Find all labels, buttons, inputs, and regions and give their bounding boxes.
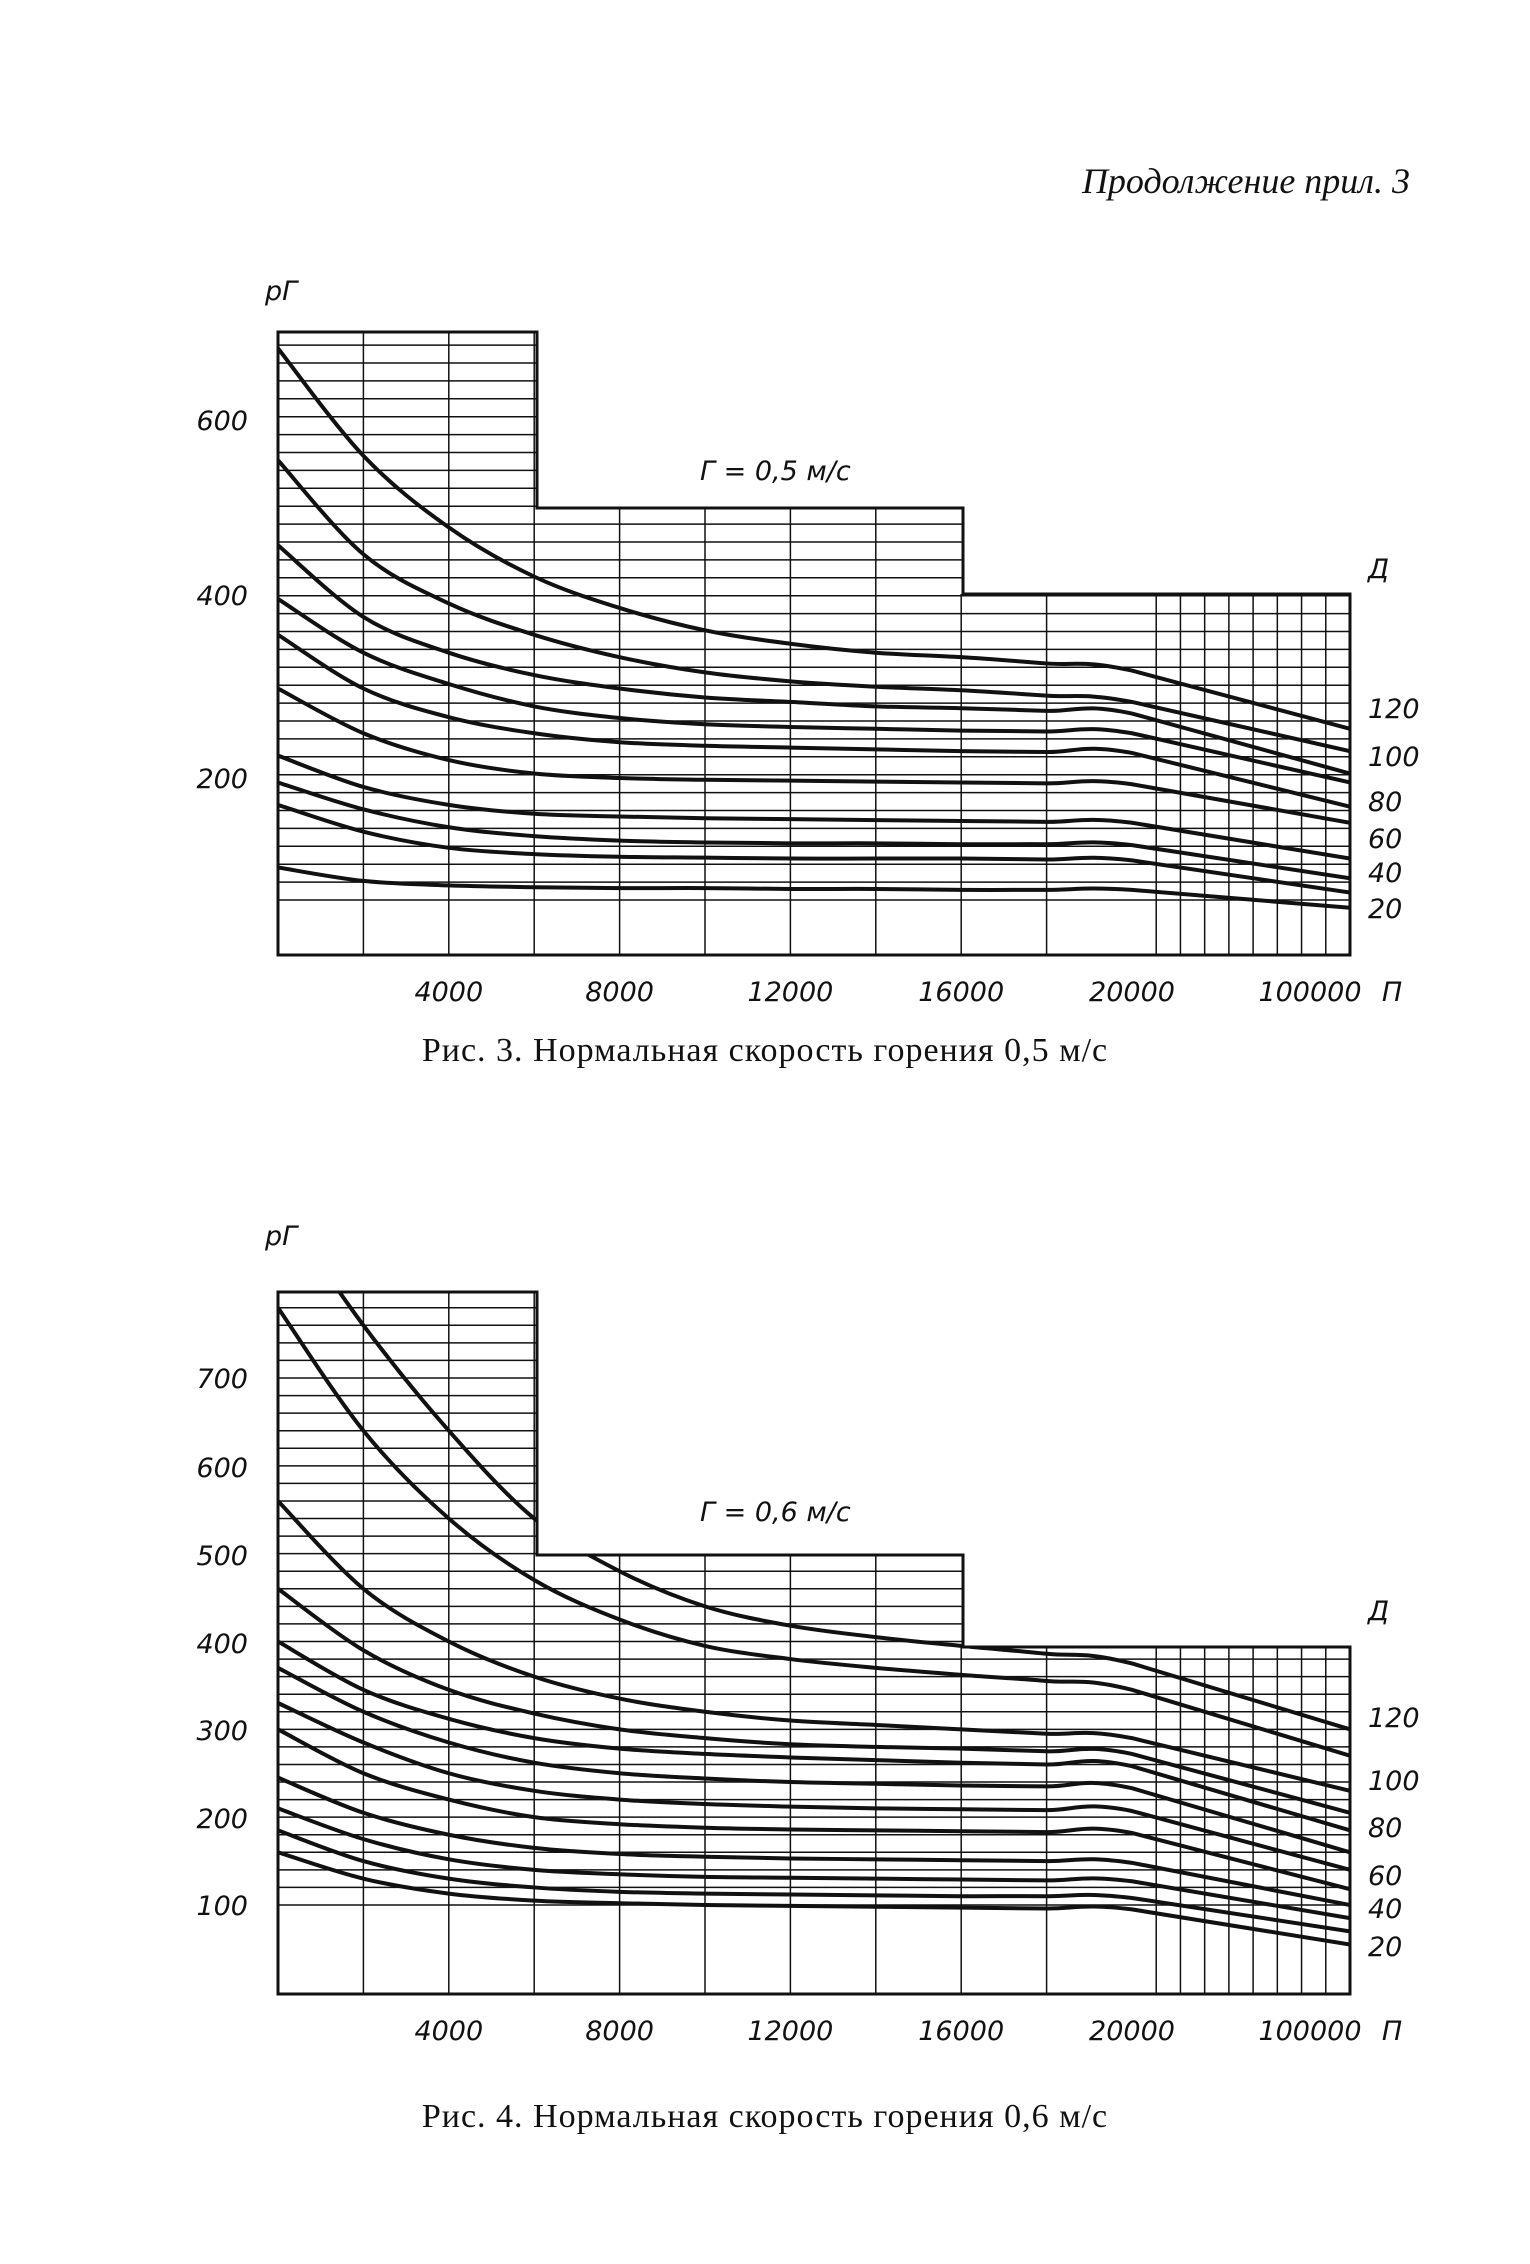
page-header: Продолжение прил. 3 bbox=[1081, 161, 1410, 201]
chart-frame bbox=[278, 1292, 1350, 1994]
series-line bbox=[278, 1642, 1350, 1831]
figure-caption-3: Рис. 3. Нормальная скорость горения 0,5 м/с bbox=[421, 1032, 1109, 1069]
series-label: 120 bbox=[1368, 1703, 1420, 1734]
series-label: 40 bbox=[1368, 1894, 1403, 1925]
curves bbox=[278, 1202, 1350, 1944]
series-label: 120 bbox=[1368, 694, 1420, 725]
series-label: 60 bbox=[1368, 1861, 1403, 1892]
series-line bbox=[278, 1589, 1350, 1813]
x-tick-label: 100000 bbox=[1258, 977, 1362, 1008]
x-axis-label: П bbox=[1381, 2016, 1403, 2047]
series-label: 100 bbox=[1368, 742, 1420, 773]
y-tick-label: 600 bbox=[196, 1453, 248, 1484]
y-tick-label: 400 bbox=[196, 1629, 248, 1660]
annotation-label: Г = 0,6 м/с bbox=[700, 1497, 851, 1528]
x-tick-label: 8000 bbox=[585, 977, 654, 1008]
series-line bbox=[278, 1308, 1350, 1756]
y-tick-label: 700 bbox=[196, 1364, 248, 1395]
series-label: 100 bbox=[1368, 1766, 1420, 1797]
y-tick-label: 400 bbox=[196, 581, 248, 612]
grid bbox=[278, 1292, 1350, 1994]
series-label: 80 bbox=[1368, 787, 1403, 818]
series-line bbox=[278, 1852, 1350, 1944]
y-tick-label: 300 bbox=[196, 1716, 248, 1747]
series-label: 20 bbox=[1368, 1932, 1403, 1963]
series-line bbox=[278, 1703, 1350, 1870]
y-tick-label: 100 bbox=[196, 1891, 248, 1922]
x-tick-label: 12000 bbox=[747, 2016, 834, 2047]
x-tick-label: 20000 bbox=[1089, 2016, 1175, 2047]
x-tick-label: 16000 bbox=[918, 2016, 1005, 2047]
x-axis-label: П bbox=[1381, 977, 1403, 1008]
x-tick-label: 12000 bbox=[747, 977, 834, 1008]
y-tick-label: 600 bbox=[196, 406, 248, 437]
series-axis-label: Д bbox=[1368, 554, 1390, 585]
series-label: 80 bbox=[1368, 1813, 1403, 1844]
series-label: 60 bbox=[1368, 824, 1403, 855]
y-tick-label: 200 bbox=[196, 1804, 248, 1835]
annotation-label: Г = 0,5 м/с bbox=[700, 456, 851, 487]
series-label: 40 bbox=[1368, 858, 1403, 889]
figure-caption-4: Рис. 4. Нормальная скорость горения 0,6 м/с bbox=[421, 2098, 1109, 2135]
series-line bbox=[278, 1830, 1350, 1931]
y-axis-label: рГ bbox=[265, 1221, 298, 1252]
x-tick-label: 16000 bbox=[918, 977, 1005, 1008]
x-tick-label: 4000 bbox=[414, 977, 484, 1008]
x-tick-label: 20000 bbox=[1089, 977, 1175, 1008]
series-label: 20 bbox=[1368, 894, 1403, 925]
y-tick-label: 200 bbox=[196, 764, 248, 795]
y-axis-label: рГ bbox=[265, 276, 298, 307]
x-tick-label: 100000 bbox=[1258, 2016, 1362, 2047]
x-tick-label: 8000 bbox=[585, 2016, 654, 2047]
y-tick-label: 500 bbox=[196, 1541, 248, 1572]
x-tick-label: 4000 bbox=[414, 2016, 484, 2047]
series-axis-label: Д bbox=[1368, 1596, 1390, 1627]
